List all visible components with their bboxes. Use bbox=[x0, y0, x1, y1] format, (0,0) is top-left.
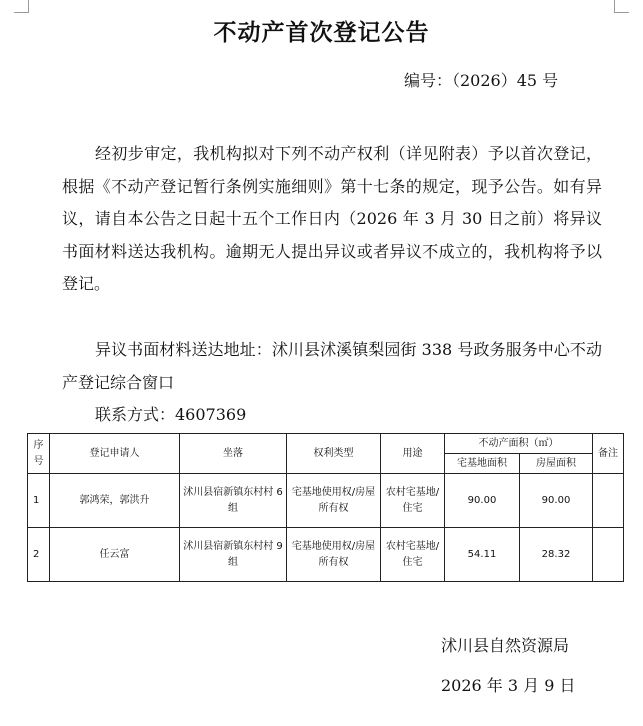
cell-house-area: 90.00 bbox=[520, 474, 593, 528]
notice-body-paragraph: 经初步审定，我机构拟对下列不动产权利（详见附表）予以首次登记，根据《不动产登记暂行条例实施细则》第十七条的规定，现予公告。如有异议，请自本公告之日起十五个工作日内（2026 年 3 月 30 日之前）将异议书面材料送达我机构。逾期无人提出异议或者异议不成立的，我机构将予以登记。 bbox=[62, 144, 602, 293]
cell-usage: 农村宅基地/住宅 bbox=[381, 474, 445, 528]
issue-date: 2026 年 3 月 9 日 bbox=[441, 676, 576, 695]
cell-seq: 2 bbox=[28, 528, 50, 582]
header-area-group: 不动产面积（㎡） bbox=[445, 434, 593, 454]
cell-land-area: 54.11 bbox=[445, 528, 520, 582]
notice-title: 不动产首次登记公告 bbox=[213, 20, 430, 46]
cell-right-type: 宅基地使用权/房屋所有权 bbox=[287, 528, 381, 582]
cell-applicant: 任云富 bbox=[50, 528, 180, 582]
objection-address-paragraph: 异议书面材料送达地址：沭川县沭溪镇梨园街 338 号政务服务中心不动产登记综合窗口 bbox=[62, 340, 602, 392]
cell-usage: 农村宅基地/住宅 bbox=[381, 528, 445, 582]
header-applicant: 登记申请人 bbox=[50, 434, 180, 474]
header-remark: 备注 bbox=[593, 434, 624, 474]
header-location: 坐落 bbox=[180, 434, 287, 474]
cell-applicant: 郭鸿荣，郭洪升 bbox=[50, 474, 180, 528]
table-row bbox=[28, 528, 624, 582]
document-number: 编号：（2026）45 号 bbox=[404, 71, 559, 90]
page-corner-mark-right bbox=[614, 0, 629, 13]
cell-land-area: 90.00 bbox=[445, 474, 520, 528]
table-header-row bbox=[28, 434, 624, 454]
cell-right-type: 宅基地使用权/房屋所有权 bbox=[287, 474, 381, 528]
cell-location: 沭川县宿新镇东村村 6 组 bbox=[180, 474, 287, 528]
header-usage: 用途 bbox=[381, 434, 445, 474]
cell-remark bbox=[593, 474, 624, 528]
contact-paragraph: 联系方式：4607369 bbox=[95, 405, 247, 424]
cell-location: 沭川县宿新镇东村村 9 组 bbox=[180, 528, 287, 582]
header-house-area: 房屋面积 bbox=[520, 454, 593, 474]
table-row bbox=[28, 474, 624, 528]
header-seq: 序号 bbox=[28, 434, 50, 474]
header-land-area: 宅基地面积 bbox=[445, 454, 520, 474]
cell-seq: 1 bbox=[28, 474, 50, 528]
cell-remark bbox=[593, 528, 624, 582]
header-right-type: 权利类型 bbox=[287, 434, 381, 474]
cell-house-area: 28.32 bbox=[520, 528, 593, 582]
registration-table bbox=[27, 433, 624, 582]
page-corner-mark-left bbox=[14, 0, 29, 13]
issuer-name: 沭川县自然资源局 bbox=[441, 636, 570, 655]
